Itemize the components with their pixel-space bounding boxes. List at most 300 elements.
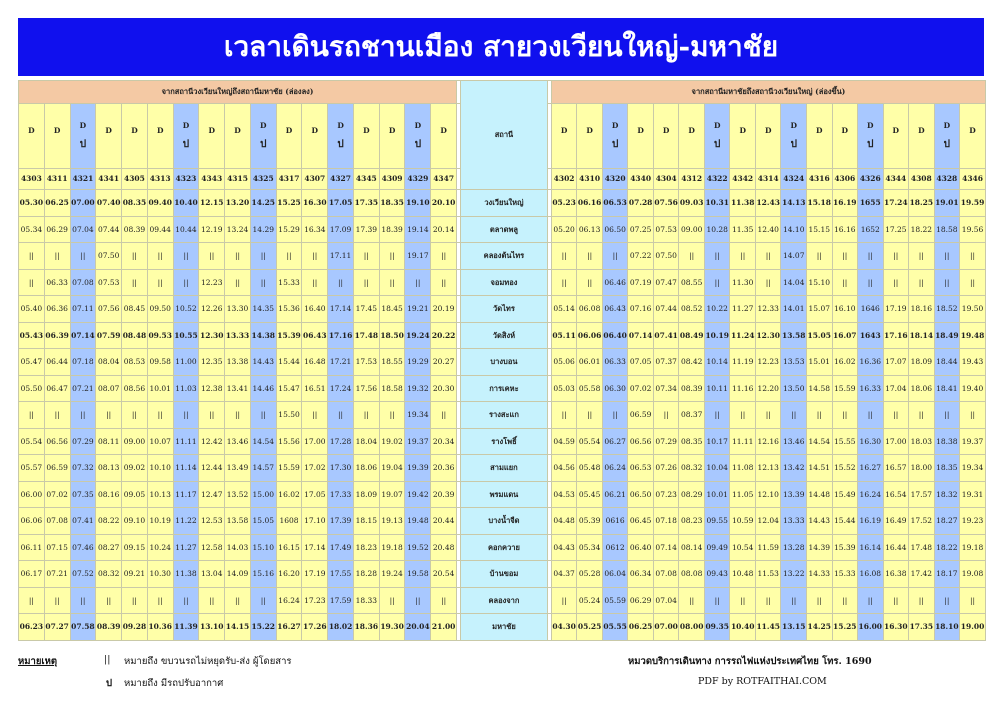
time-cell: || — [44, 402, 70, 429]
time-cell: 16.30 — [883, 614, 909, 641]
time-cell: 07.04 — [70, 216, 96, 243]
left-direction-heading: จากสถานีวงเวียนใหญ่ถึงสถานีมหาชัย (ล่องลง) — [19, 81, 457, 104]
time-cell: 17.49 — [328, 534, 354, 561]
right-train-number: 4308 — [909, 169, 935, 190]
pdf-credit: PDF by ROTFAITHAI.COM — [698, 676, 827, 687]
time-cell: 10.48 — [730, 561, 756, 588]
time-cell: 04.59 — [551, 428, 577, 455]
time-cell: 14.13 — [781, 190, 807, 217]
time-cell: || — [147, 269, 173, 296]
time-cell: 17.14 — [328, 296, 354, 323]
time-cell: 15.39 — [276, 322, 302, 349]
time-cell: 07.23 — [653, 481, 679, 508]
time-cell: 18.09 — [909, 349, 935, 376]
time-cell: || — [730, 587, 756, 614]
time-cell: 07.41 — [653, 322, 679, 349]
time-cell: 09.50 — [147, 296, 173, 323]
time-cell: 06.11 — [19, 534, 45, 561]
time-cell: 19.32 — [405, 375, 431, 402]
time-cell: 13.28 — [781, 534, 807, 561]
time-cell: 17.57 — [909, 481, 935, 508]
time-cell: 13.38 — [225, 349, 251, 376]
right-train-number: 4302 — [551, 169, 577, 190]
time-cell: 07.18 — [70, 349, 96, 376]
right-train-number: 4328 — [934, 169, 960, 190]
right-train-code — [653, 104, 679, 169]
time-cell: || — [934, 587, 960, 614]
time-cell: 18.52 — [934, 296, 960, 323]
time-cell: 16.33 — [858, 375, 884, 402]
time-cell: 17.30 — [328, 455, 354, 482]
time-cell: 12.13 — [755, 455, 781, 482]
time-cell: 16.24 — [858, 481, 884, 508]
time-cell: 19.29 — [405, 349, 431, 376]
time-cell: 13.33 — [781, 508, 807, 535]
time-cell: 15.55 — [832, 428, 858, 455]
time-cell: || — [379, 269, 405, 296]
time-cell: 15.07 — [807, 296, 833, 323]
time-cell: 15.15 — [807, 216, 833, 243]
time-cell: 17.24 — [328, 375, 354, 402]
time-cell: 09.02 — [122, 455, 148, 482]
time-cell: 20.14 — [431, 216, 457, 243]
station-name: บางบอน — [461, 349, 548, 376]
time-cell: 05.54 — [577, 428, 603, 455]
time-cell: 13.10 — [199, 614, 225, 641]
left-train-number: 4315 — [225, 169, 251, 190]
time-cell: || — [704, 402, 730, 429]
time-cell: 13.20 — [225, 190, 251, 217]
time-cell: || — [225, 587, 251, 614]
station-name: คลองต้นไทร — [461, 243, 548, 270]
time-cell: || — [858, 269, 884, 296]
time-cell: 15.10 — [807, 269, 833, 296]
train-type-code: D — [414, 121, 422, 131]
time-cell: 18.49 — [934, 322, 960, 349]
time-cell: 07.18 — [653, 508, 679, 535]
left-train-code — [276, 104, 302, 169]
time-cell: 16.54 — [883, 481, 909, 508]
station-name: คลองจาก — [461, 587, 548, 614]
left-train-code — [302, 104, 328, 169]
time-cell: 05.48 — [577, 455, 603, 482]
time-cell: 16.49 — [883, 508, 909, 535]
time-cell: 07.29 — [70, 428, 96, 455]
time-cell: 19.59 — [960, 190, 986, 217]
time-cell: || — [19, 269, 45, 296]
train-type-code: D — [969, 126, 976, 136]
time-cell: 09.55 — [704, 508, 730, 535]
time-cell: 11.59 — [755, 534, 781, 561]
time-cell: 09.21 — [122, 561, 148, 588]
train-type-code: D — [892, 126, 900, 136]
time-cell: 13.58 — [225, 508, 251, 535]
time-cell: 18.50 — [379, 322, 405, 349]
time-cell: 05.06 — [551, 349, 577, 376]
right-train-number: 4314 — [755, 169, 781, 190]
time-cell: || — [302, 402, 328, 429]
ac-marker: ป — [337, 138, 344, 150]
time-cell: || — [832, 269, 858, 296]
time-cell: 07.32 — [70, 455, 96, 482]
time-cell: || — [250, 243, 276, 270]
time-cell: 11.53 — [755, 561, 781, 588]
time-cell: 11.14 — [173, 455, 199, 482]
time-cell: 09.43 — [704, 561, 730, 588]
time-cell: || — [602, 243, 628, 270]
time-cell: 17.00 — [883, 428, 909, 455]
time-cell: 09.03 — [679, 190, 705, 217]
time-cell: 13.33 — [225, 322, 251, 349]
time-cell: 07.44 — [653, 296, 679, 323]
time-cell: 05.47 — [19, 349, 45, 376]
time-cell: || — [704, 587, 730, 614]
time-cell: || — [122, 243, 148, 270]
time-cell: 12.04 — [755, 508, 781, 535]
train-type-code: D — [105, 126, 112, 136]
ac-marker: ป — [790, 138, 797, 150]
left-train-number: 4343 — [199, 169, 225, 190]
time-cell: 18.35 — [379, 190, 405, 217]
time-cell: 12.30 — [199, 322, 225, 349]
time-cell: 06.30 — [602, 375, 628, 402]
time-cell: 17.35 — [353, 190, 379, 217]
time-cell: || — [577, 243, 603, 270]
left-train-code — [44, 104, 70, 169]
time-cell: 12.44 — [199, 455, 225, 482]
time-cell: 06.23 — [19, 614, 45, 641]
station-name: รางสะแก — [461, 402, 548, 429]
time-cell: 15.05 — [807, 322, 833, 349]
time-cell: 18.10 — [934, 614, 960, 641]
time-cell: 20.48 — [431, 534, 457, 561]
time-cell: 08.13 — [96, 455, 122, 482]
time-cell: 04.48 — [551, 508, 577, 535]
left-train-code — [431, 104, 457, 169]
time-cell: 05.14 — [551, 296, 577, 323]
time-cell: || — [909, 587, 935, 614]
time-cell: 21.00 — [431, 614, 457, 641]
right-train-code — [807, 104, 833, 169]
left-train-code — [328, 104, 354, 169]
time-cell: 19.00 — [960, 614, 986, 641]
time-cell: 10.36 — [147, 614, 173, 641]
time-cell: 05.34 — [19, 216, 45, 243]
time-cell: 12.23 — [199, 269, 225, 296]
time-cell: || — [302, 243, 328, 270]
left-train-code — [19, 104, 45, 169]
time-cell: 07.29 — [653, 428, 679, 455]
time-cell: 16.30 — [858, 428, 884, 455]
time-cell: 09.49 — [704, 534, 730, 561]
time-cell: || — [250, 402, 276, 429]
gap — [457, 169, 461, 190]
time-cell: 10.24 — [147, 534, 173, 561]
time-cell: 20.22 — [431, 322, 457, 349]
time-cell: || — [755, 243, 781, 270]
time-cell: 18.35 — [934, 455, 960, 482]
time-cell: || — [883, 269, 909, 296]
time-cell: 06.29 — [628, 587, 654, 614]
station-name: มหาชัย — [461, 614, 548, 641]
time-cell: 18.44 — [934, 349, 960, 376]
time-cell: 19.23 — [960, 508, 986, 535]
time-cell: 12.15 — [199, 190, 225, 217]
time-cell: 19.31 — [960, 481, 986, 508]
station-name: พรมแดน — [461, 481, 548, 508]
time-cell: 19.14 — [405, 216, 431, 243]
time-cell: || — [199, 402, 225, 429]
time-cell: 12.10 — [755, 481, 781, 508]
time-cell: || — [19, 243, 45, 270]
time-cell: 15.44 — [832, 508, 858, 535]
time-cell: 06.56 — [628, 428, 654, 455]
time-cell: 06.25 — [628, 614, 654, 641]
time-cell: || — [551, 402, 577, 429]
time-cell: 10.55 — [173, 322, 199, 349]
time-cell: 20.36 — [431, 455, 457, 482]
time-cell: 06.25 — [44, 190, 70, 217]
left-train-number: 4321 — [70, 169, 96, 190]
time-cell: 11.30 — [730, 269, 756, 296]
time-cell: 20.30 — [431, 375, 457, 402]
time-cell: || — [730, 243, 756, 270]
train-type-code: D — [53, 126, 61, 136]
time-cell: 07.44 — [96, 216, 122, 243]
time-cell: || — [431, 269, 457, 296]
station-name: บางน้ำจืด — [461, 508, 548, 535]
time-cell: 14.29 — [250, 216, 276, 243]
time-cell: 07.02 — [628, 375, 654, 402]
time-cell: 19.50 — [960, 296, 986, 323]
time-cell: || — [755, 587, 781, 614]
time-cell: 06.59 — [44, 455, 70, 482]
left-train-number: 4303 — [19, 169, 45, 190]
ac-marker: ป — [714, 138, 721, 150]
time-cell: 04.43 — [551, 534, 577, 561]
time-cell: 07.21 — [70, 375, 96, 402]
time-cell: 11.45 — [755, 614, 781, 641]
time-cell: 19.07 — [379, 481, 405, 508]
time-cell: 07.27 — [44, 614, 70, 641]
station-name: การเคหะ — [461, 375, 548, 402]
time-cell: 16.07 — [832, 322, 858, 349]
time-cell: || — [883, 402, 909, 429]
time-cell: 11.22 — [173, 508, 199, 535]
time-cell: 15.00 — [250, 481, 276, 508]
time-cell: 12.35 — [199, 349, 225, 376]
time-cell: || — [250, 269, 276, 296]
time-cell: 08.22 — [96, 508, 122, 535]
time-cell: || — [934, 269, 960, 296]
time-cell: 10.01 — [704, 481, 730, 508]
time-cell: 05.24 — [577, 587, 603, 614]
time-cell: 17.56 — [353, 375, 379, 402]
right-train-code — [679, 104, 705, 169]
time-cell: 05.25 — [577, 614, 603, 641]
time-cell: 19.18 — [379, 534, 405, 561]
time-cell: 10.52 — [173, 296, 199, 323]
time-cell: 08.32 — [96, 561, 122, 588]
right-train-number: 4312 — [679, 169, 705, 190]
time-cell: 11.11 — [730, 428, 756, 455]
time-cell: || — [431, 402, 457, 429]
time-cell: 10.59 — [730, 508, 756, 535]
time-cell: 13.49 — [225, 455, 251, 482]
left-train-number: 4329 — [405, 169, 431, 190]
time-cell: 13.15 — [781, 614, 807, 641]
time-cell: 20.54 — [431, 561, 457, 588]
time-cell: 19.37 — [405, 428, 431, 455]
time-cell: 16.00 — [858, 614, 884, 641]
time-cell: 14.39 — [807, 534, 833, 561]
time-cell: 08.39 — [122, 216, 148, 243]
left-train-number: 4313 — [147, 169, 173, 190]
time-cell: 19.40 — [960, 375, 986, 402]
left-train-code — [173, 104, 199, 169]
time-cell: 08.11 — [96, 428, 122, 455]
timetable — [18, 80, 986, 650]
time-cell: 16.02 — [832, 349, 858, 376]
time-cell: 08.48 — [122, 322, 148, 349]
time-cell: 15.33 — [276, 269, 302, 296]
train-type-code: D — [688, 126, 695, 136]
time-cell: 13.53 — [781, 349, 807, 376]
right-train-code — [628, 104, 654, 169]
table-row — [19, 614, 986, 641]
time-cell: 06.44 — [44, 349, 70, 376]
time-cell: || — [122, 587, 148, 614]
time-cell: 13.46 — [225, 428, 251, 455]
time-cell: || — [44, 243, 70, 270]
time-cell: 17.00 — [302, 428, 328, 455]
left-train-number: 4305 — [122, 169, 148, 190]
time-cell: 17.33 — [328, 481, 354, 508]
time-cell: 15.39 — [832, 534, 858, 561]
time-cell: 16.10 — [832, 296, 858, 323]
right-train-number: 4310 — [577, 169, 603, 190]
time-cell: || — [173, 402, 199, 429]
time-cell: || — [353, 269, 379, 296]
time-cell: || — [858, 402, 884, 429]
time-cell: 17.39 — [328, 508, 354, 535]
table-row — [19, 428, 986, 455]
train-type-code: D — [440, 126, 447, 136]
table-row — [19, 561, 986, 588]
left-train-number: 4311 — [44, 169, 70, 190]
time-cell: 06.27 — [602, 428, 628, 455]
time-cell: 08.35 — [679, 428, 705, 455]
time-cell: 07.02 — [44, 481, 70, 508]
right-train-number: 4340 — [628, 169, 654, 190]
time-cell: 07.34 — [653, 375, 679, 402]
time-cell: 11.24 — [730, 322, 756, 349]
table-row — [19, 375, 986, 402]
time-cell: 17.35 — [909, 614, 935, 641]
time-cell: 06.17 — [19, 561, 45, 588]
time-cell: 13.22 — [781, 561, 807, 588]
time-cell: 12.33 — [755, 296, 781, 323]
time-cell: 05.39 — [577, 508, 603, 535]
time-cell: 07.21 — [44, 561, 70, 588]
right-train-code — [755, 104, 781, 169]
train-type-code: D — [28, 126, 35, 136]
time-cell: || — [858, 243, 884, 270]
time-cell: 06.06 — [19, 508, 45, 535]
train-type-code: D — [260, 121, 267, 131]
time-cell: 07.52 — [70, 561, 96, 588]
train-type-code: D — [586, 126, 593, 136]
time-cell: 15.33 — [832, 561, 858, 588]
right-train-number: 4346 — [960, 169, 986, 190]
time-cell: || — [781, 587, 807, 614]
time-cell: 13.50 — [781, 375, 807, 402]
time-cell: 16.40 — [302, 296, 328, 323]
time-cell: 10.13 — [147, 481, 173, 508]
note-pass: หมายถึง ขบวนรถไม่หยุดรับ-ส่ง ผู้โดยสาร — [124, 656, 292, 667]
time-cell: 11.38 — [173, 561, 199, 588]
time-cell: 06.59 — [628, 402, 654, 429]
time-cell: || — [328, 269, 354, 296]
time-cell: 07.15 — [44, 534, 70, 561]
time-cell: 10.44 — [173, 216, 199, 243]
time-cell: 17.05 — [328, 190, 354, 217]
left-train-number: 4323 — [173, 169, 199, 190]
time-cell: 18.23 — [353, 534, 379, 561]
time-cell: 15.22 — [250, 614, 276, 641]
station-name: สามแยก — [461, 455, 548, 482]
left-train-number: 4347 — [431, 169, 457, 190]
time-cell: 16.27 — [858, 455, 884, 482]
time-cell: 0616 — [602, 508, 628, 535]
time-cell: || — [96, 587, 122, 614]
time-cell: 19.10 — [405, 190, 431, 217]
time-cell: 18.27 — [934, 508, 960, 535]
time-cell: || — [431, 587, 457, 614]
time-cell: 16.36 — [858, 349, 884, 376]
time-cell: || — [302, 269, 328, 296]
time-cell: 14.54 — [807, 428, 833, 455]
time-cell: 19.08 — [960, 561, 986, 588]
train-type-code: D — [867, 121, 874, 131]
time-cell: 19.30 — [379, 614, 405, 641]
time-cell: 1608 — [276, 508, 302, 535]
time-cell: 19.24 — [379, 561, 405, 588]
time-cell: 05.57 — [19, 455, 45, 482]
time-cell: 07.26 — [653, 455, 679, 482]
time-cell: 10.04 — [704, 455, 730, 482]
time-cell: 17.48 — [909, 534, 935, 561]
time-cell: 08.23 — [679, 508, 705, 535]
time-cell: || — [328, 402, 354, 429]
time-cell: 11.00 — [173, 349, 199, 376]
time-cell: || — [755, 402, 781, 429]
time-cell: || — [147, 402, 173, 429]
time-cell: 19.13 — [379, 508, 405, 535]
time-cell: 07.00 — [653, 614, 679, 641]
time-cell: 07.47 — [653, 269, 679, 296]
time-cell: 19.58 — [405, 561, 431, 588]
station-name: บ้านขอม — [461, 561, 548, 588]
time-cell: 13.52 — [225, 481, 251, 508]
time-cell: 06.45 — [628, 508, 654, 535]
time-cell: 07.14 — [628, 322, 654, 349]
train-type-code: D — [208, 126, 215, 136]
time-cell: || — [70, 587, 96, 614]
time-cell: 13.30 — [225, 296, 251, 323]
time-cell: 11.05 — [730, 481, 756, 508]
time-cell: 17.16 — [328, 322, 354, 349]
